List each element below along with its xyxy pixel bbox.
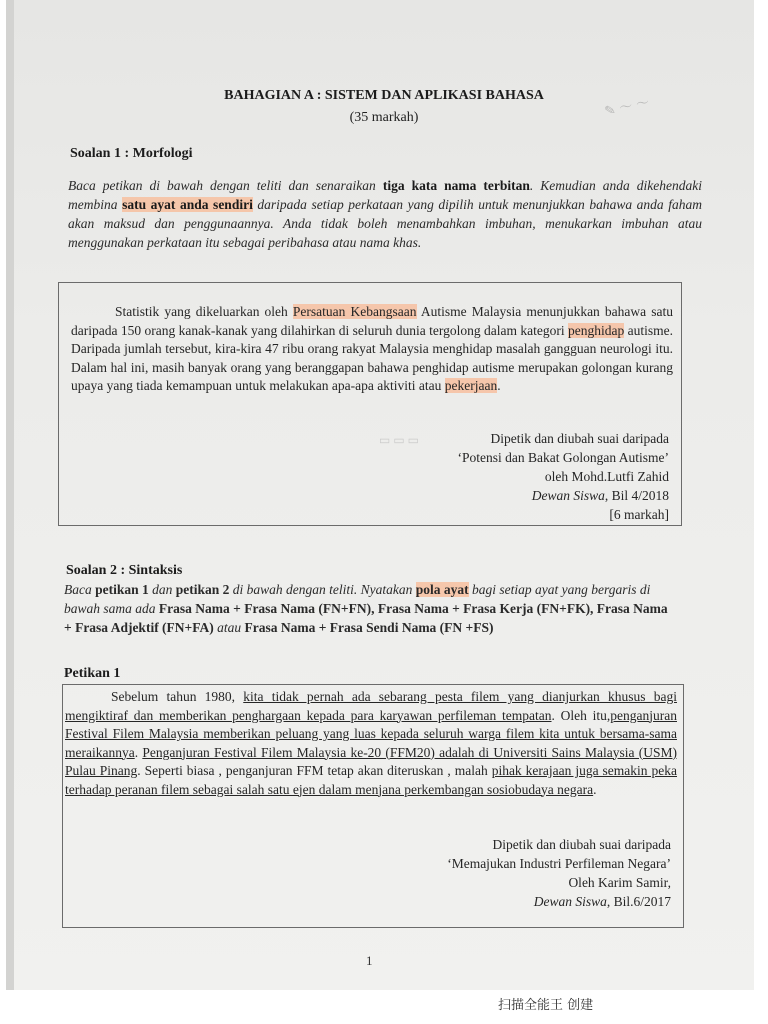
question-2-instructions: Baca petikan 1 dan petikan 2 di bawah dengan teliti. Nyatakan pola ayat bagi setiap ayat yang bergaris di bawah sama ada Frasa Nama + Frasa Nama (FN+FN), Frasa Nama + Frasa Kerja (FN+FK), Frasa Nama + Frasa Adjektif (FN+FA) atau Frasa Nama + Frasa Sendi Nama (FN +FS) <box>64 582 668 635</box>
question-2-heading: Soalan 2 : Sintaksis <box>66 563 183 578</box>
pencil-scribble: ✎ ～ ～ <box>603 95 651 120</box>
underlined-sentence-4: pihak kerajaan juga semakin peka terhadap peranan filem sebagai salah satu ejen dalam menjana perkembangan sosiobudaya negara <box>65 763 677 797</box>
scanner-watermark: 扫描全能王 创建 <box>498 998 594 1013</box>
question-1-marks: [6 markah] <box>609 507 669 522</box>
petikan-1-box <box>62 684 684 928</box>
bleed-through-text: ▭ ▭ ▭ <box>379 433 420 447</box>
petikan-1-text: Sebelum tahun 1980, kita tidak pernah ada sebarang pesta filem yang dianjurkan khusus bagi mengiktiraf dan memberikan penghargaan kepada para karyawan perfileman tempatan. Oleh itu,penganjuran Festival Filem Malaysia memberikan peluang yang luas kepada seluruh warga filem kita untuk bersama-sama meraikannya. Penganjuran Festival Filem Malaysia ke-20 (FFM20) adalah di Universiti Sains Malaysia (USM) Pulau Pinang. Seperti biasa , penganjuran FFM tetap akan diteruskan , malah pihak kerajaan juga semakin peka terhadap peranan filem sebagai salah satu ejen dalam menjana perkembangan sosiobudaya negara. <box>65 689 677 797</box>
question-1-source: Dipetik dan diubah suai daripada ‘Potensi dan Bakat Golongan Autisme’ oleh Mohd.Lutfi Zahid Dewan Siswa, Bil 4/2018 [6 markah] <box>329 429 669 524</box>
page-number: 1 <box>366 953 373 968</box>
question-1-passage: Statistik yang dikeluarkan oleh Persatuan Kebangsaan Autisme Malaysia menunjukkan bahawa satu daripada 150 orang kanak-kanak yang dilahirkan di seluruh dunia tergolong dalam kategori penghidap autisme. Daripada jumlah tersebut, kira-kira 47 ribu orang rakyat Malaysia menghidap masalah gangguan neurologi itu. Dalam hal ini, masih banyak orang yang beranggapan bahawa penghidap autisme merupakan golongan kurang upaya yang tiada kemampuan untuk melakukan apa-apa aktiviti atau pekerjaan. <box>71 304 674 393</box>
section-marks: (35 markah) <box>349 110 419 125</box>
underlined-sentence-2: penganjuran Festival Filem Malaysia memberikan peluang yang luas kepada seluruh warga filem kita untuk bersama-sama meraikannya <box>65 707 677 760</box>
underlined-sentence-3: Penganjuran Festival Filem Malaysia ke-20 (FFM20) adalah di Universiti Sains Malaysia (USM) Pulau Pinang <box>65 744 677 778</box>
question-1-passage-box <box>58 282 682 526</box>
petikan-1-label: Petikan 1 <box>64 666 121 681</box>
question-1-instructions: Baca petikan di bawah dengan teliti dan senaraikan tiga kata nama terbitan. Kemudian anda dikehendaki membina satu ayat anda sendiri daripada setiap perkataan yang dipilih untuk menunjukkan bahawa anda faham akan maksud dan penggunaannya. Anda tidak boleh menambahkan imbuhan, menukarkan imbuhan atau menggunakan perkataan itu sebagai peribahasa atau nama khas. <box>68 178 703 250</box>
question-1-heading: Soalan 1 : Morfologi <box>70 146 193 161</box>
underlined-sentence-1: kita tidak pernah ada sebarang pesta filem yang dianjurkan khusus bagi mengiktiraf dan memberikan penghargaan kepada para karyawan perfileman tempatan <box>65 689 677 723</box>
paper-sheet <box>14 0 754 990</box>
section-title: BAHAGIAN A : SISTEM DAN APLIKASI BAHASA <box>224 88 544 103</box>
petikan-1-source: Dipetik dan diubah suai daripada ‘Memajukan Industri Perfileman Negara’ Oleh Karim Samir, Dewan Siswa, Bil.6/2017 <box>447 837 671 909</box>
